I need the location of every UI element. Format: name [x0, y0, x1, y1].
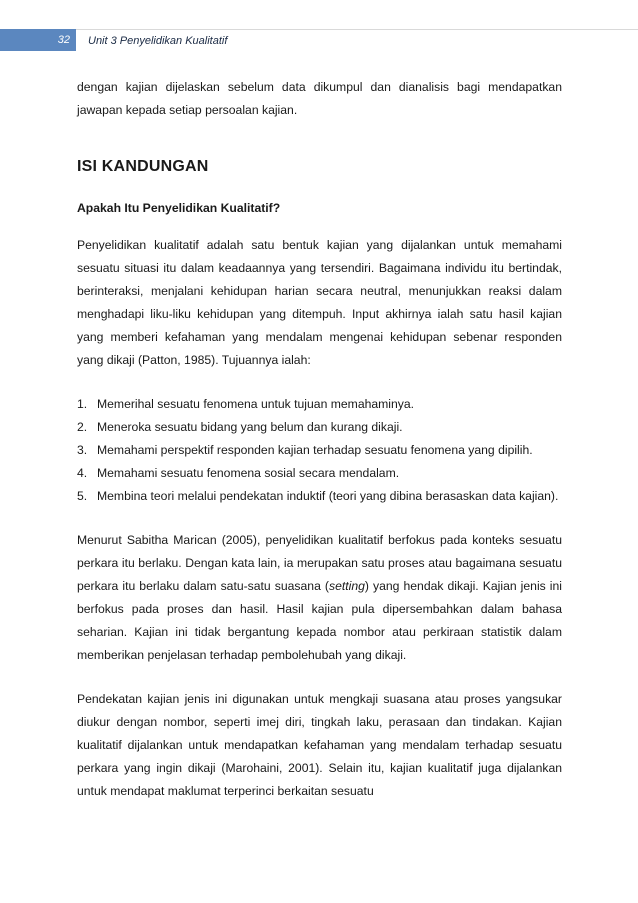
unit-title: Unit 3 Penyelidikan Kualitatif [76, 29, 638, 51]
list-item-number: 2. [77, 420, 88, 434]
page-number: 32 [0, 29, 76, 51]
list-item [77, 439, 562, 462]
page-header [0, 29, 638, 51]
setting-term: setting [328, 579, 365, 593]
list-item-text: Meneroka sesuatu bidang yang belum dan kurang dikaji. [97, 420, 403, 434]
paragraph-sabitha-part2: ) yang hendak dikaji. Kajian jenis ini berfokus pada proses dan hasil. Hasil kajian pula dipersembahkan dalam bahasa seharian. Kajian ini tidak bergantung kepada nombor atau perkiraan statistik dalam memberikan penjelasan terhadap pembolehubah yang dikaji. [77, 579, 562, 662]
section-title: ISI KANDUNGAN [77, 158, 209, 175]
paragraph-approach: Pendekatan kajian jenis ini digunakan untuk mengkaji suasana atau proses yangsukar diukur dengan nombor, seperti imej diri, tingkah laku, perasaan dan tindakan. Kajian kualitatif dijalankan untuk mendapatkan kefahaman yang mendalam terhadap sesuatu perkara yang ingin dikaji (Marohaini, 2001). Selain itu, kajian kualitatif juga dijalankan untuk mendapat maklumat terperinci berkaitan sesuatu [77, 692, 562, 798]
list-item-number: 3. [77, 443, 88, 457]
list-item-number: 1. [77, 397, 88, 411]
objectives-list [77, 393, 562, 508]
list-item-number: 4. [77, 466, 88, 480]
list-item [77, 485, 562, 508]
page-content [77, 76, 562, 803]
list-item-text: Memahami perspektif responden kajian terhadap sesuatu fenomena yang dipilih. [97, 443, 533, 457]
list-item [77, 416, 562, 439]
list-item [77, 393, 562, 416]
subsection-title: Apakah Itu Penyelidikan Kualitatif? [77, 201, 281, 215]
paragraph-sabitha [77, 529, 562, 667]
list-item-number: 5. [77, 489, 88, 503]
intro-paragraph: dengan kajian dijelaskan sebelum data dikumpul dan dianalisis bagi mendapatkan jawapan kepada setiap persoalan kajian. [77, 80, 562, 117]
list-item-text: Memerihal sesuatu fenomena untuk tujuan memahaminya. [97, 397, 415, 411]
paragraph-patton: Penyelidikan kualitatif adalah satu bentuk kajian yang dijalankan untuk memahami sesuatu situasi itu dalam keadaannya yang tersendiri. Bagaimana individu itu bertindak, berinteraksi, menjalani kehidupan harian secara neutral, menunjukkan reaksi dalam menghadapi liku-liku kehidupan yang ditempuh. Input akhirnya ialah satu hasil kajian yang memberi kefahaman yang mendalam mengenai kehidupan sebenar responden yang dikaji (Patton, 1985). Tujuannya ialah: [77, 238, 562, 367]
paragraph-sabitha-part1: Menurut Sabitha Marican (2005), penyelidikan kualitatif berfokus pada konteks sesuatu perkara itu berlaku. Dengan kata lain, ia merupakan satu proses atau bagaimana sesuatu perkara itu berlaku dalam satu-satu suasana ( [77, 533, 562, 593]
list-item-text: Memahami sesuatu fenomena sosial secara mendalam. [97, 466, 400, 480]
list-item-text: Membina teori melalui pendekatan induktif (teori yang dibina berasaskan data kajian). [97, 489, 559, 503]
list-item [77, 462, 562, 485]
